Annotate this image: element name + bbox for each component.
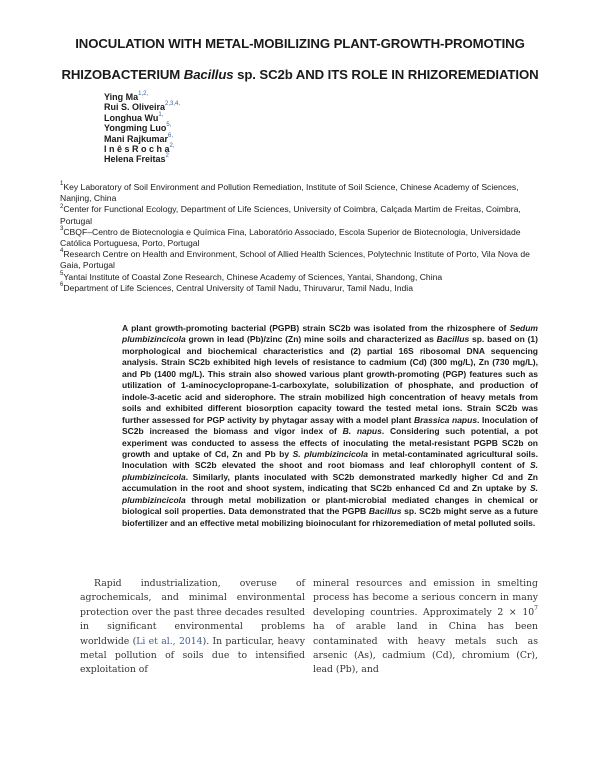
- author-list: [104, 92, 180, 165]
- author: Rui S. Oliveira$^{2,3,4,}$: [104, 101, 181, 113]
- affiliations: [60, 182, 540, 294]
- author: I n ê s R o c h $a^{2,}$: [104, 143, 175, 155]
- author: Yongming Luo$^{5,}$: [104, 122, 172, 134]
- author: Mani Rajkumar$^{6,}$: [104, 132, 174, 144]
- affiliation: $^2$Center for Functional Ecology, Department of Life Sciences, University of Coimbra, Calçada Martim de Freitas, Coimbra, Portugal: [60, 203, 521, 226]
- paper-title-line-2: RHIZOBACTERIUM Bacillus sp. SC2b AND ITS ROLE IN RHIZOREMEDIATION: [61, 67, 539, 82]
- paper-title-line-1: INOCULATION WITH METAL-MOBILIZING PLANT-GROWTH-PROMOTING: [75, 36, 525, 51]
- citation-author: Li et al.,: [136, 635, 179, 647]
- body-column-right: [313, 577, 538, 678]
- author: Helena Freitas$^2$: [104, 153, 169, 165]
- genus-name: Bacillus: [183, 67, 234, 82]
- affiliation: $^1$Key Laboratory of Soil Environment and Pollution Remediation, Institute of Soil Science, Chinese Academy of Sciences, Nanjing, China: [60, 181, 519, 204]
- body-paragraph: Rapid industrialization, overuse of agrochemicals, and minimal environmental protection over the past three decades resulted in significant environmental problems worldwide (Li et al., 2014). In particular, heavy metal pollution of soils due to intensified exploitation of: [80, 578, 306, 676]
- affiliation: $^6$Department of Life Sciences, Central University of Tamil Nadu, Thiruvarur, Tamil Nadu, India: [60, 281, 413, 293]
- abstract: [122, 323, 538, 529]
- author: Longhua $Wu^{1,}$: [104, 111, 164, 123]
- affiliation: $^5$Yantai Institute of Coastal Zone Research, Chinese Academy of Sciences, Yantai, Shandong, China: [60, 270, 443, 282]
- author: Ying $Ma^{1,2,}$: [104, 91, 149, 102]
- body-paragraph: mineral resources and emission in smelting process has become a serious concern in many developing countries. Approximately $2 \times 10^7$ ha of arable land in China has been contaminated with heavy metals such as arsenic (As), cadmium (Cd), chromium (Cr), lead (Pb), and: [313, 578, 538, 676]
- abstract-text: A plant growth-promoting bacterial (PGPB) strain SC2b was isolated from the rhizosphere of Sedum plumbizincicola grown in lead (Pb)/zinc (Zn) mine soils and characterized as Bacillus sp. based on (1) morphological and biochemical characteristics and (2) partial 16S ribosomal DNA sequencing analysis. Strain SC2b exhibited high levels of resistance to cadmium (Cd) (300 mg/L), Zn (730 mg/L), and Pb (1400 mg/L). This strain also showed various plant growth-promoting (PGP) features such as utilization of 1-aminocyclopropane-1-carboxylate, solubilization of phosphate, and production of indole-3-acetic acid and siderophore. The strain mobilized high concentration of heavy metals from soils and exhibited different biosorption capacity toward the tested metal ions. Strain SC2b was further assessed for PGP activity by phytagar assay with a model plant Brassica napus. Inoculation of SC2b increased the biomass and vigor index of B. napus. Considering such potential, a pot experiment was conducted to assess the effects of inoculating the metal-resistant PGPB SC2b on growth and uptake of Cd, Zn and Pb by S. plumbizincicola in metal-contaminated agricultural soils. Inoculation with SC2b elevated the shoot and root biomass and leaf chlorophyll content of S. plumbizincicola. Similarly, plants inoculated with SC2b demonstrated markedly higher Cd and Zn accumulation in the root and shoot system, indicating that SC2b enhanced Cd and Zn uptake by S. plumbizincicola through metal mobilization or plant-microbial mediated changes in chemical or biological soil properties. Data demonstrated that the PGPB Bacillus sp. SC2b might serve as a future biofertilizer and an effective metal mobilizing bioinoculant for rhizoremediation of metal polluted soils.: [122, 323, 538, 528]
- body-column-left: [80, 577, 305, 678]
- citation-link[interactable]: 2014: [178, 635, 203, 647]
- affiliation: $^4$Research Centre on Health and Environment, School of Allied Health Sciences, Polytechnic Institute of Porto, Vila Nova de Gaia, Portugal: [60, 248, 530, 271]
- affiliation: $^3$CBQF–Centro de Biotecnologia e Química Fina, Laboratório Associado, Escola Superior de Biotecnologia, Universidade Católica Portuguesa, Porto, Portugal: [60, 225, 521, 249]
